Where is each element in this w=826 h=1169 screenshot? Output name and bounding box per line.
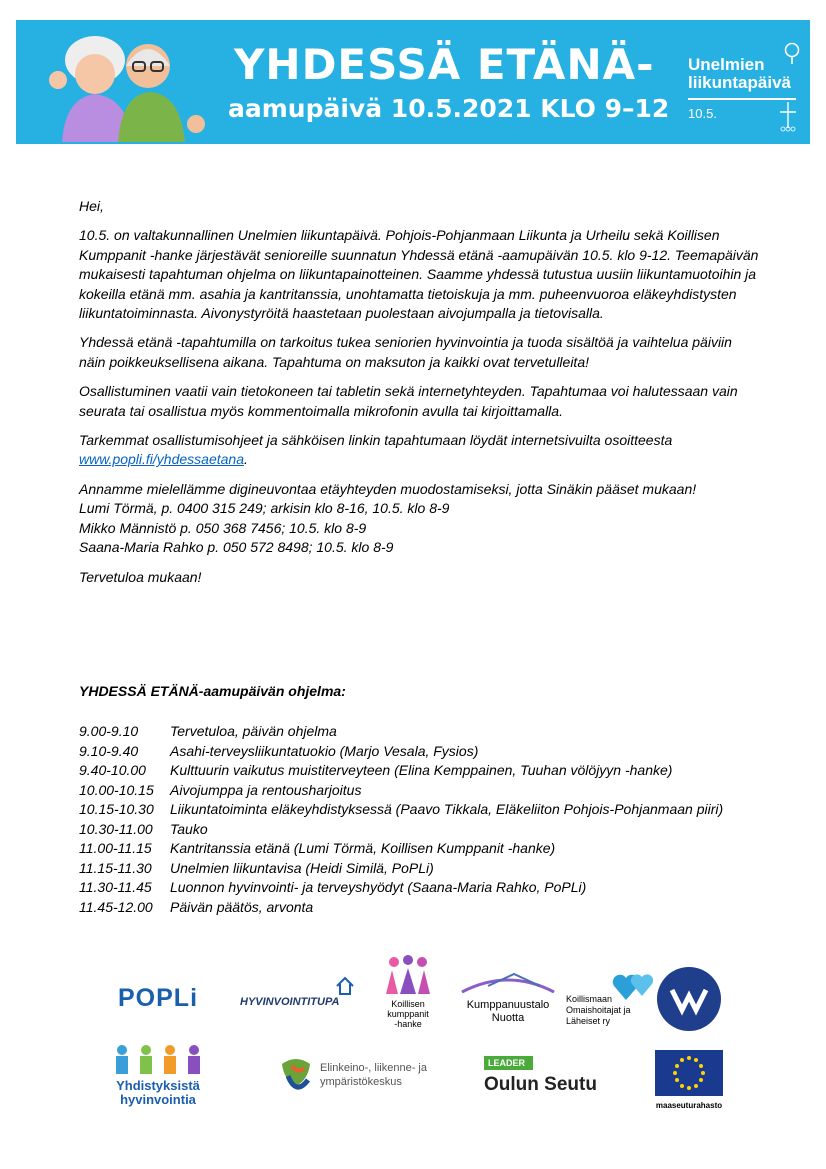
paragraph-intro: 10.5. on valtakunnallinen Unelmien liikuntapäivä. Pohjois-Pohjanmaan Liikunta ja Urheilu sekä Koillisen Kumppanit -hanke järjestävät senioreille suunnatun Yhdessä etänä -aamupäivän 10.5. klo 9-12. Teemapäivän mukaisesti tapahtuman ohjelma on liikuntapainotteinen. Saamme yhdessä tutustua uusiin liikuntamuotoihin ja kokeilla etänä mm. asahia ja kantritanssia, unohtamatta tietoiskuja ja mm. puheenvuoroa eläkeyhdistysten liikuntatoiminnasta. Aivonystyröitä haastetaan puolestaan aivojumpalla ja tietovisalla. <box>79 227 759 322</box>
koillisen-line-1: Koillisen <box>391 999 425 1009</box>
logo-line-1: Unelmien <box>688 55 765 74</box>
contact-lumi: Lumi Törmä, p. 0400 315 249; arkisin klo 8-16, 10.5. klo 8-9 <box>79 500 450 517</box>
program-title: YHDESSÄ ETÄNÄ-aamupäivän ohjelma: <box>79 683 346 699</box>
program-list <box>79 722 723 917</box>
koillismaan-line-1: Koillismaan <box>566 994 613 1004</box>
program-time: 10.15-10.30 <box>79 801 154 817</box>
kumppanuustalo-line-1: Kumppanuustalo <box>466 999 550 1011</box>
koillisen-kumppanit-logo <box>378 954 438 1034</box>
leader-tag: LEADER <box>484 1056 533 1070</box>
contact-mikko: Mikko Männistö p. 050 368 7456; 10.5. klo 8-9 <box>79 519 367 536</box>
header-banner <box>16 20 810 144</box>
program-text: Kantritanssia etänä (Lumi Törmä, Koillisen Kumppanit -hanke) <box>170 840 556 856</box>
seniors-illustration <box>40 32 210 142</box>
paragraph-participation: Osallistuminen vaatii vain tietokoneen tai tabletin sekä internetyhteyden. Tapahtumaa voi halutessaan vain seurata tai osallistua myös kommentoimalla mikrofonin avulla tai kirjoittamalla. <box>79 383 738 419</box>
program-text: Aivojumppa ja rentousharjoitus <box>170 781 362 798</box>
unelmien-liikuntapaiva-logo <box>688 42 798 138</box>
program-text: Asahi-terveysliikuntatuokio (Marjo Vesala, Fysios) <box>170 742 479 759</box>
program-time: 11.00-11.15 <box>79 840 152 856</box>
program-text: Kulttuurin vaikutus muistiterveyteen (Elina Kemppainen, Tuuhan völöjyyn -hanke) <box>170 762 673 778</box>
program-text: Liikuntatoiminta eläkeyhdistyksessä (Paavo Tikkala, Eläkeliiton Pohjois-Pohjanmaan piiri) <box>170 801 724 817</box>
program-row <box>79 742 723 762</box>
digi-advice-text: Annamme mielellämme digineuvontaa etäyhteyden muodostamiseksi, jotta Sinäkin pääset mukaan! <box>79 480 697 497</box>
eu-maaseuturahasto-logo <box>654 1050 724 1108</box>
banner-title: YHDESSÄ ETÄNÄ- <box>234 40 655 89</box>
people-row-icon <box>110 1044 206 1074</box>
program-text: Päivän päätös, arvonta <box>170 898 314 915</box>
program-time: 11.15-11.30 <box>79 859 152 876</box>
kumppanuustalo-line-2: Nuotta <box>491 1012 525 1024</box>
program-time: 9.00-9.10 <box>79 723 139 739</box>
koillismaan-omaishoitajat-logo <box>566 970 658 1030</box>
contact-saana: Saana-Maria Rahko p. 050 572 8498; 10.5. klo 8-9 <box>79 539 394 556</box>
paragraph-purpose: Yhdessä etänä -tapahtumilla on tarkoitus tukea seniorien hyvinvointia ja tuoda sisältöä ja vaihtelua päiviin näin poikkeuksellisena aikana. Tapahtuma on maksuton ja kaikki ovat tervetulleita! <box>79 334 732 370</box>
roof-icon <box>458 972 558 994</box>
event-link[interactable]: www.popli.fi/yhdessaetana <box>79 451 244 468</box>
program-text: Luonnon hyvinvointi- ja terveyshyödyt (Saana-Maria Rahko, PoPLi) <box>170 879 587 895</box>
link-period: . <box>244 451 248 468</box>
program-text: Tauko <box>170 820 208 837</box>
program-time: 10.30-11.00 <box>79 820 153 837</box>
program-time: 9.40-10.00 <box>79 762 146 778</box>
ely-keskus-logo <box>278 1056 438 1096</box>
ely-line-1: Elinkeino-, liikenne- ja <box>320 1062 427 1074</box>
eu-label: maaseuturahasto <box>655 1101 723 1110</box>
program-row <box>79 839 723 859</box>
letter-body <box>79 197 759 597</box>
program-time: 11.30-11.45 <box>79 879 152 895</box>
popli-logo: POPLi <box>118 984 199 1012</box>
program-time: 11.45-12.00 <box>79 898 153 915</box>
koillismaan-line-2: Omaishoitajat ja <box>566 1005 631 1015</box>
olympic-cross-icon <box>778 102 798 132</box>
program-row <box>79 722 723 742</box>
program-time: 9.10-9.40 <box>79 742 139 759</box>
yhdistyksista-line-1: Yhdistyksistä <box>116 1078 200 1093</box>
program-row <box>79 781 723 801</box>
program-text: Tervetuloa, päivän ohjelma <box>170 723 337 739</box>
greeting: Hei, <box>79 198 104 214</box>
people-group-icon <box>382 954 434 994</box>
logo-line-2: liikuntapäivä <box>688 73 791 92</box>
program-row <box>79 820 723 840</box>
oulun-seutu-text: Oulun Seutu <box>484 1074 597 1095</box>
eu-flag-icon <box>655 1050 723 1096</box>
koillisen-line-3: -hanke <box>394 1019 422 1029</box>
house-icon <box>335 976 355 996</box>
program-time: 10.00-10.15 <box>79 781 154 798</box>
ely-emblem-icon <box>278 1056 314 1096</box>
program-row <box>79 859 723 879</box>
paragraph-contacts <box>79 480 759 558</box>
leader-oulun-seutu-logo <box>484 1056 608 1102</box>
instructions-text: Tarkemmat osallistumisohjeet ja sähköisen linkin tapahtumaan löydät internetsivuilta osoitteesta <box>79 432 673 449</box>
paragraph-instructions <box>79 431 759 470</box>
kumppanuustalo-logo <box>456 972 560 1028</box>
veikkaus-support-badge <box>656 966 722 1032</box>
hearts-icon <box>612 970 656 1004</box>
program-text: Unelmien liikuntavisa (Heidi Similä, PoPLi) <box>170 859 434 876</box>
logo-divider <box>688 98 796 100</box>
program-row <box>79 898 723 918</box>
logo-date: 10.5. <box>688 106 717 121</box>
koillismaan-line-3: Läheiset ry <box>566 1016 611 1026</box>
program-row <box>79 761 723 781</box>
closing: Tervetuloa mukaan! <box>79 568 202 585</box>
koillisen-line-2: kumppanit <box>387 1009 429 1019</box>
hyvinvointitupa-text: HYVINVOINTITUPA <box>240 996 340 1008</box>
hyvinvointitupa-logo <box>240 976 358 1016</box>
partner-logos <box>0 940 826 1120</box>
yhdistyksista-line-2: hyvinvointia <box>120 1092 196 1107</box>
ely-line-2: ympäristökeskus <box>320 1076 402 1088</box>
yhdistyksista-hyvinvointia-logo <box>108 1044 208 1110</box>
program-row <box>79 800 723 820</box>
banner-subtitle: aamupäivä 10.5.2021 KLO 9–12 <box>228 94 670 123</box>
runner-icon <box>784 42 800 64</box>
program-row <box>79 878 723 898</box>
